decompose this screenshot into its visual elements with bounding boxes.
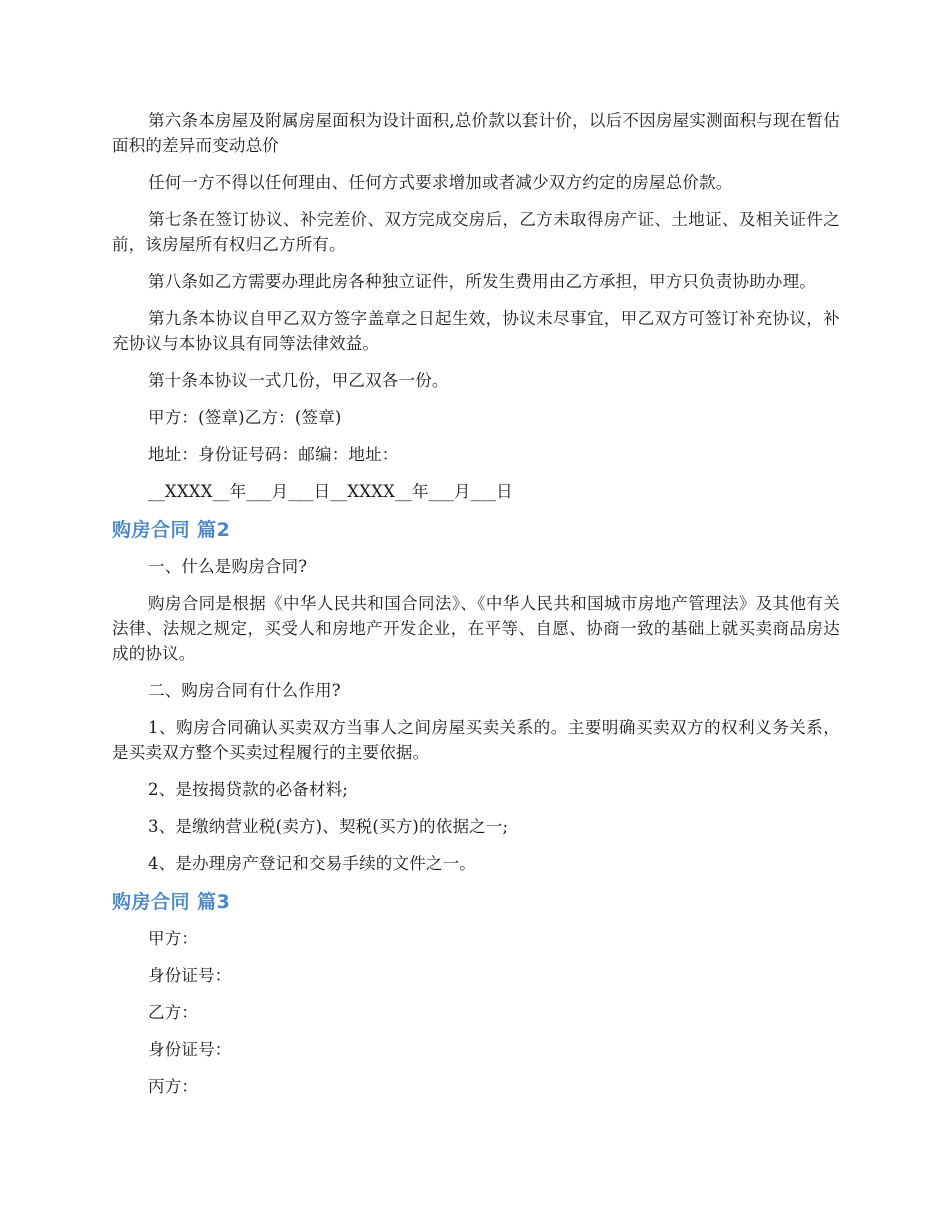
question-what-is: 一、什么是购房合同? [148,557,308,576]
paragraph-article-9: 第九条本协议自甲乙双方签字盖章之日起生效，协议未尽事宜，甲乙双方可签订补充协议，补充协议与本协议具有同等法律效益。 [112,309,840,353]
paragraph-article-6: 第六条本房屋及附属房屋面积为设计面积,总价款以套计价，以后不因房屋实测面积与现在暂估面积的差异而变动总价 [112,111,840,155]
purpose-item-3: 3、是缴纳营业税(卖方)、契税(买方)的依据之一; [148,817,509,836]
document-page [112,108,840,1099]
party-b-id-label: 身份证号： [148,1040,232,1059]
purpose-item-2: 2、是按揭贷款的必备材料; [148,780,349,799]
section-heading-3: 购房合同 篇3 [112,891,231,913]
purpose-item-1: 1、购房合同确认买卖双方当事人之间房屋买卖关系的。主要明确买卖双方的权利义务关系，是买卖双方整个买卖过程履行的主要依据。 [112,718,840,762]
party-c-label: 丙方： [148,1077,199,1096]
question-purpose: 二、购房合同有什么作用? [148,681,341,700]
article-section-2 [112,554,840,876]
paragraph-article-10: 第十条本协议一式几份，甲乙双各一份。 [148,371,449,390]
party-b-label: 乙方： [148,1003,199,1022]
address-line: 地址：身份证号码：邮编：地址： [148,445,399,464]
date-line: __XXXX__年___月___日__XXXX__年___月___日 [148,482,513,501]
purpose-item-4: 4、是办理房产登记和交易手续的文件之一。 [148,854,476,873]
paragraph-price-clause: 任何一方不得以任何理由、任何方式要求增加或者减少双方约定的房屋总价款。 [148,173,733,192]
signature-line: 甲方：(签章)乙方：(签章) [148,408,342,427]
party-a-id-label: 身份证号： [148,966,232,985]
article-section-1 [112,108,840,504]
paragraph-article-7: 第七条在签订协议、补完差价、双方完成交房后，乙方未取得房产证、土地证、及相关证件之前，该房屋所有权归乙方所有。 [112,210,840,254]
paragraph-article-8: 第八条如乙方需要办理此房各种独立证件，所发生费用由乙方承担，甲方只负责协助办理。 [148,272,816,291]
section-heading-2: 购房合同 篇2 [112,519,231,541]
article-section-3 [112,926,840,1099]
paragraph-definition: 购房合同是根据《中华人民共和国合同法》、《中华人民共和国城市房地产管理法》及其他有关法律、法规之规定，买受人和房地产开发企业，在平等、自愿、协商一致的基础上就买卖商品房达成的协议。 [112,594,840,663]
party-a-label: 甲方： [148,929,199,948]
